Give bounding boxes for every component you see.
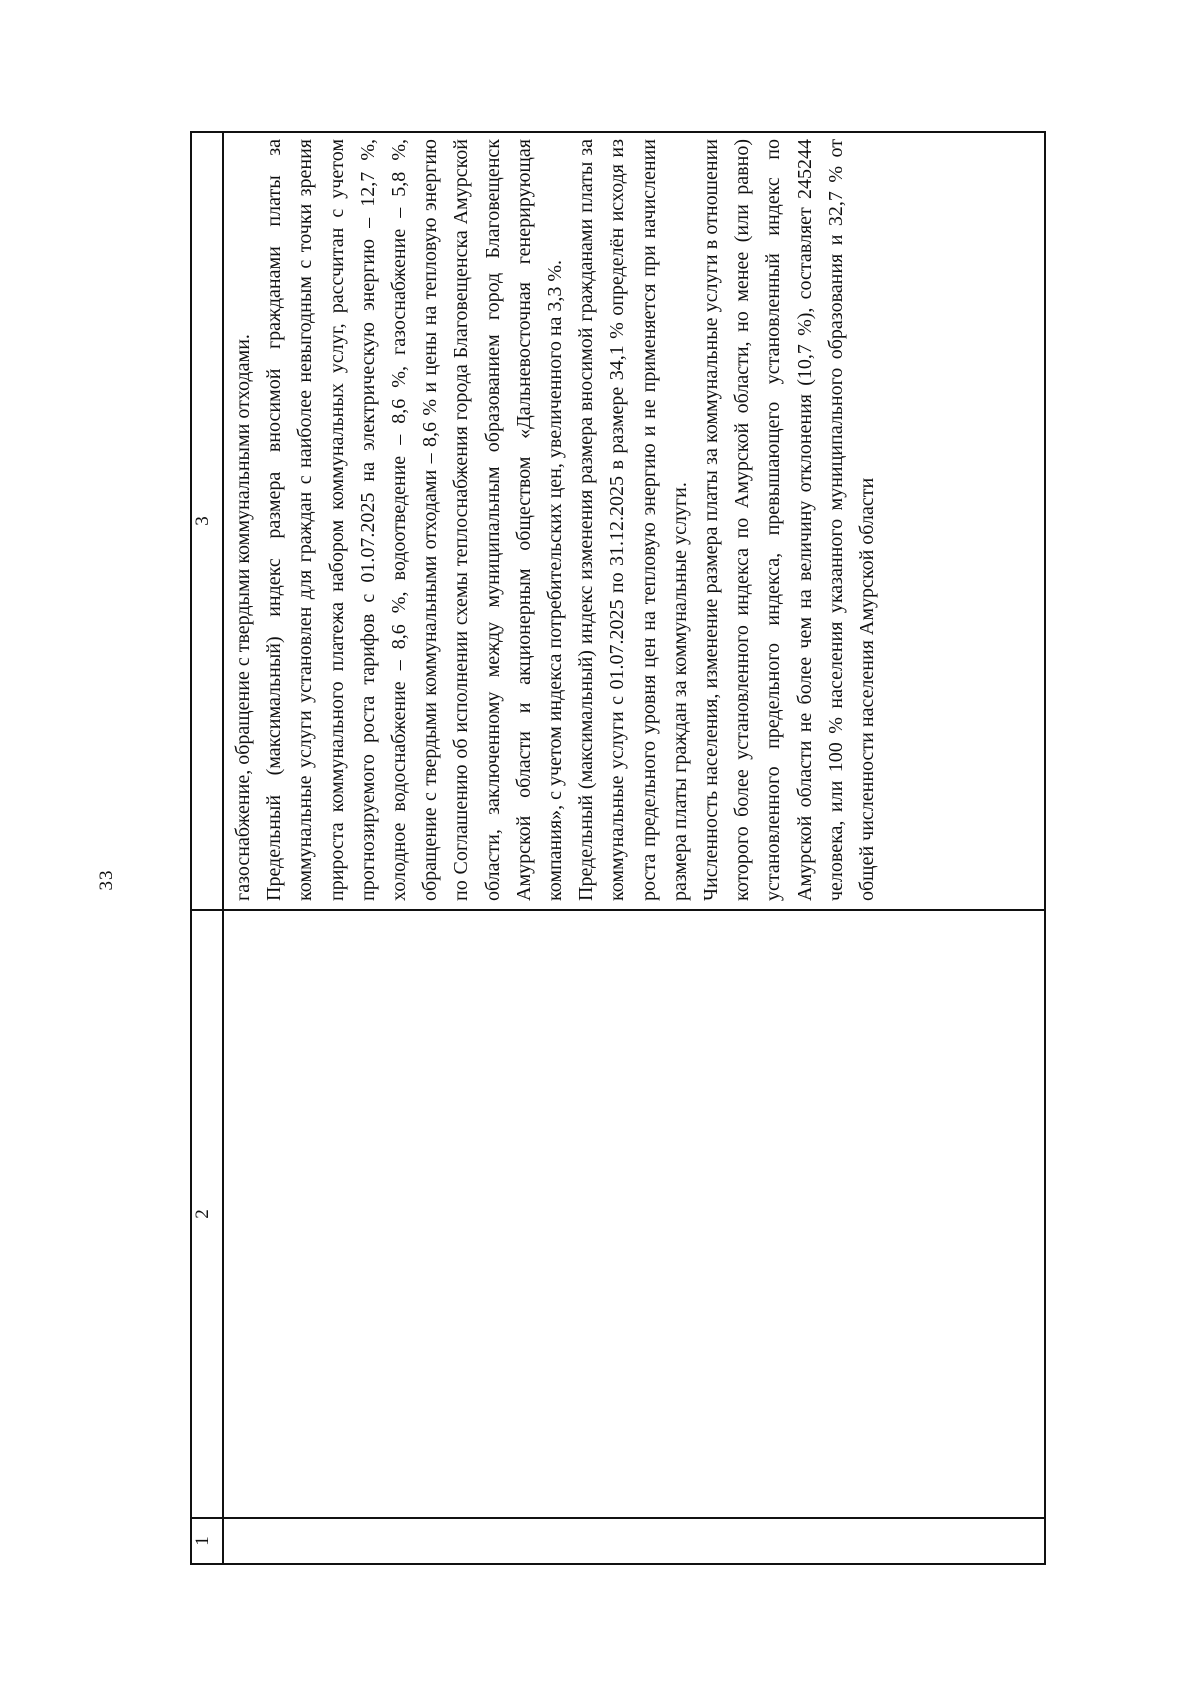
cell-col-2	[223, 910, 1045, 1518]
column-header-1: 1	[191, 1518, 223, 1564]
paragraph-index-description: Предельный (максимальный) индекс размера вносимой гражданами платы за коммунальные услуги установлен для граждан с наиболее невыгодным с точки зрения прироста коммунального платежа набором коммунальных услуг, рассчитан с учетом прогнозируемого роста тарифов с 01.07.2025 на электрическую энергию – 12,7 %, холодное водоснабжение – 8,6 %, водоотведение – 8,6 %, газоснабжение – 5,8 %, обращение с твердыми коммунальными отходами – 8,6 % и цены на тепловую энергию по Соглашению об исполнении схемы теплоснабжения города Благовещенска Амурской области, заключенному между муниципальным образованием город Благовещенск Амурской области и акционерным обществом «Дальневосточная генерирующая компания», с учетом индекса потребительских цен, увеличенного на 3,3 %.	[263, 139, 567, 901]
table-row	[223, 132, 1045, 1564]
table-header-row	[191, 132, 223, 1564]
paragraph-max-index: Предельный (максимальный) индекс изменения размера вносимой гражданами платы за коммунальные услуги с 01.07.2025 по 31.12.2025 в размере 34,1 % определён исходя из роста предельного уровня цен на тепловую энергию и не применяется при начислении размера платы граждан за коммунальные услуги.	[575, 139, 691, 901]
page-number: 33	[96, 869, 117, 891]
table	[190, 131, 1046, 1565]
cell-col-3	[223, 132, 1045, 910]
paragraph-population: Численность населения, изменение размера платы за коммунальные услуги в отношении которого более установленного индекса по Амурской области, но менее (или равно) установленного предельного индекса, превышающего установленный индекс по Амурской области не более чем на величину отклонения (10,7 %), составляет 245244 человека, или 100 % населения указанного муниципального образования и 32,7 % от общей численности населения Амурской области	[700, 139, 879, 901]
column-header-3: 3	[191, 132, 223, 910]
column-header-2: 2	[191, 910, 223, 1518]
cell-col-1	[223, 1518, 1045, 1564]
paragraph-continuation: газоснабжение, обращение с твердыми коммунальными отходами.	[232, 334, 254, 901]
document-table	[190, 131, 1046, 1565]
